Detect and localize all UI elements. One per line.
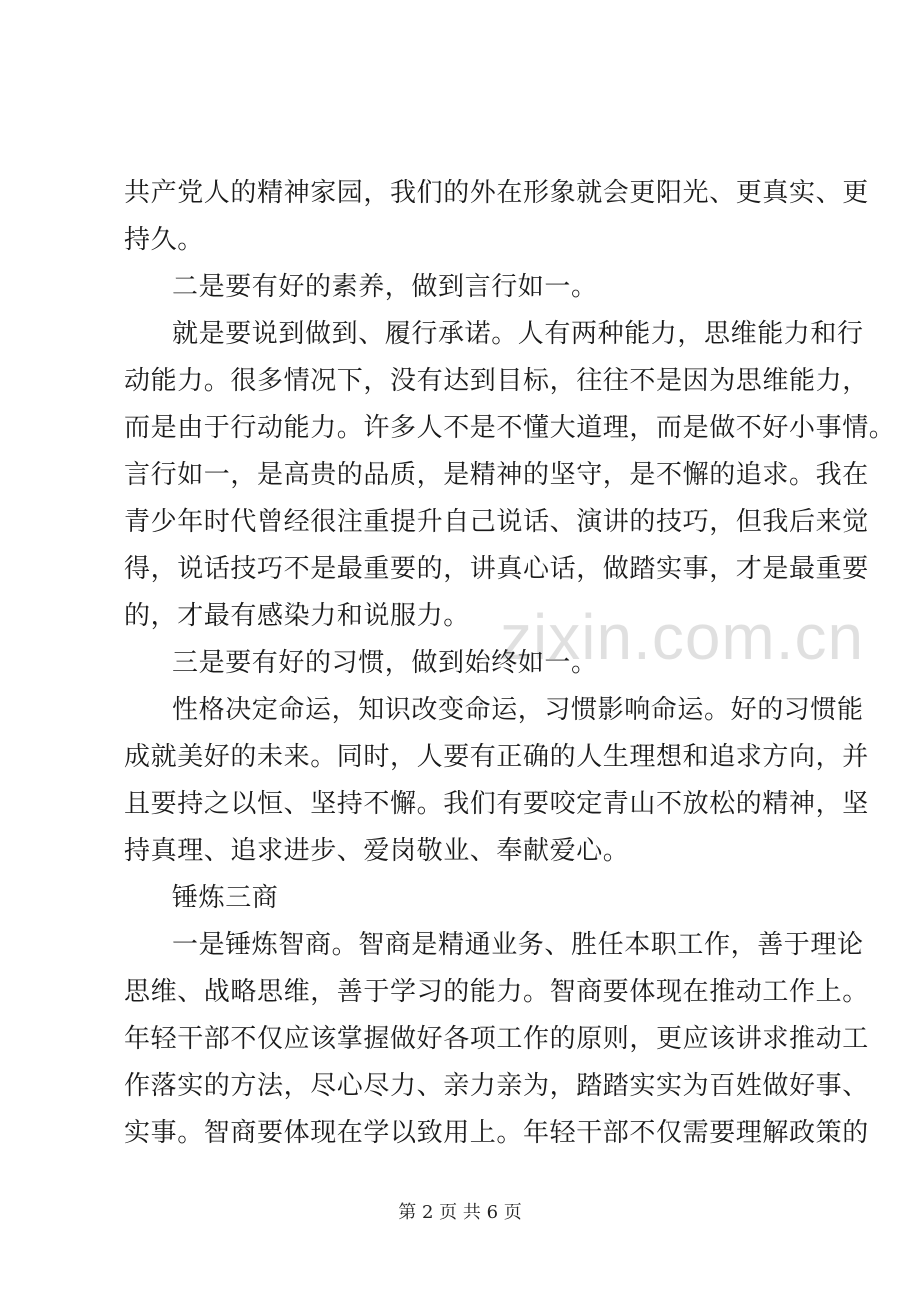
- text-line: 实事。智商要体现在学以致用上。年轻干部不仅需要理解政策的: [124, 1118, 869, 1148]
- text-line: 而是由于行动能力。许多人不是不懂大道理，而是做不好小事情。: [124, 413, 896, 443]
- text-line: 共产党人的精神家园，我们的外在形象就会更阳光、更真实、更: [124, 178, 869, 208]
- text-line: 就是要说到做到、履行承诺。人有两种能力，思维能力和行: [172, 319, 864, 349]
- text-line: 持久。: [124, 225, 204, 255]
- text-line: 且要持之以恒、坚持不懈。我们有要咬定青山不放松的精神，坚: [124, 789, 869, 819]
- text-line: 的，才最有感染力和说服力。: [124, 601, 470, 631]
- text-line: 言行如一，是高贵的品质，是精神的坚守，是不懈的追求。我在: [124, 460, 869, 490]
- text-line: 二是要有好的素养，做到言行如一。: [172, 272, 598, 302]
- text-line: 年轻干部不仅应该掌握做好各项工作的原则，更应该讲求推动工: [124, 1024, 869, 1054]
- watermark: zixin.com.cn: [500, 601, 865, 673]
- text-line: 持真理、追求进步、爱岗敬业、奉献爱心。: [124, 836, 630, 866]
- text-line: 三是要有好的习惯，做到始终如一。: [172, 648, 598, 678]
- text-line: 作落实的方法，尽心尽力、亲力亲为，踏踏实实为百姓做好事、: [124, 1071, 869, 1101]
- text-line: 一是锤炼智商。智商是精通业务、胜任本职工作，善于理论: [172, 930, 864, 960]
- page-footer: 第 2 页 共 6 页: [398, 1202, 522, 1223]
- text-line: 成就美好的未来。同时，人要有正确的人生理想和追求方向，并: [124, 742, 869, 772]
- text-line: 思维、战略思维，善于学习的能力。智商要体现在推动工作上。: [124, 977, 869, 1007]
- text-line: 动能力。很多情况下，没有达到目标，往往不是因为思维能力，: [124, 366, 869, 396]
- text-line: 得，说话技巧不是最重要的，讲真心话，做踏实事，才是最重要: [124, 554, 869, 584]
- text-line: 青少年时代曾经很注重提升自己说话、演讲的技巧，但我后来觉: [124, 507, 869, 537]
- section-heading: 锤炼三商: [172, 883, 279, 913]
- text-line: 性格决定命运，知识改变命运，习惯影响命运。好的习惯能: [172, 695, 864, 725]
